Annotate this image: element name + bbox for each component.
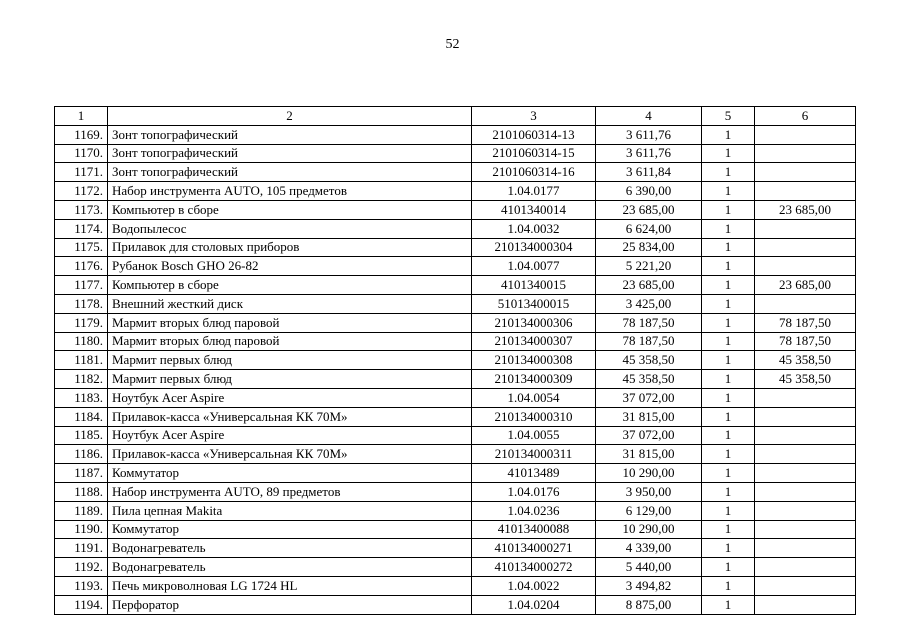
item-value-cell: 23 685,00 — [755, 276, 856, 295]
inventory-table — [54, 106, 856, 615]
inventory-number-cell: 1.04.0032 — [472, 219, 596, 238]
item-value-cell — [755, 595, 856, 614]
row-number-cell: 1172. — [55, 182, 108, 201]
item-quantity-cell: 1 — [702, 313, 755, 332]
item-name-cell: Набор инструмента AUTO, 89 предметов — [108, 482, 472, 501]
item-value-cell — [755, 445, 856, 464]
item-cost-cell: 4 339,00 — [596, 539, 702, 558]
table-row — [55, 332, 856, 351]
row-number-cell: 1185. — [55, 426, 108, 445]
row-number-cell: 1186. — [55, 445, 108, 464]
item-quantity-cell: 1 — [702, 426, 755, 445]
inventory-number-cell: 4101340014 — [472, 200, 596, 219]
item-quantity-cell: 1 — [702, 257, 755, 276]
inventory-number-cell: 41013400088 — [472, 520, 596, 539]
item-value-cell — [755, 576, 856, 595]
item-value-cell — [755, 388, 856, 407]
item-quantity-cell: 1 — [702, 482, 755, 501]
item-value-cell: 45 358,50 — [755, 351, 856, 370]
item-quantity-cell: 1 — [702, 163, 755, 182]
table-row — [55, 238, 856, 257]
column-header-4: 4 — [596, 107, 702, 126]
inventory-number-cell: 2101060314-16 — [472, 163, 596, 182]
item-cost-cell: 78 187,50 — [596, 332, 702, 351]
inventory-number-cell: 1.04.0176 — [472, 482, 596, 501]
item-cost-cell: 10 290,00 — [596, 520, 702, 539]
item-cost-cell: 3 425,00 — [596, 294, 702, 313]
row-number-cell: 1192. — [55, 558, 108, 577]
row-number-cell: 1191. — [55, 539, 108, 558]
item-quantity-cell: 1 — [702, 576, 755, 595]
item-name-cell: Зонт топографический — [108, 125, 472, 144]
item-value-cell — [755, 501, 856, 520]
row-number-cell: 1194. — [55, 595, 108, 614]
row-number-cell: 1188. — [55, 482, 108, 501]
inventory-number-cell: 210134000308 — [472, 351, 596, 370]
inventory-number-cell: 2101060314-13 — [472, 125, 596, 144]
item-cost-cell: 10 290,00 — [596, 464, 702, 483]
row-number-cell: 1178. — [55, 294, 108, 313]
item-cost-cell: 23 685,00 — [596, 200, 702, 219]
row-number-cell: 1180. — [55, 332, 108, 351]
item-quantity-cell: 1 — [702, 238, 755, 257]
item-value-cell: 78 187,50 — [755, 313, 856, 332]
header-row — [55, 107, 856, 126]
item-cost-cell: 31 815,00 — [596, 445, 702, 464]
item-name-cell: Коммутатор — [108, 464, 472, 483]
item-name-cell: Водонагреватель — [108, 558, 472, 577]
inventory-number-cell: 4101340015 — [472, 276, 596, 295]
item-quantity-cell: 1 — [702, 407, 755, 426]
item-name-cell: Внешний жесткий диск — [108, 294, 472, 313]
item-name-cell: Ноутбук Acer Aspire — [108, 388, 472, 407]
column-header-2: 2 — [108, 107, 472, 126]
row-number-cell: 1176. — [55, 257, 108, 276]
item-cost-cell: 6 390,00 — [596, 182, 702, 201]
item-cost-cell: 25 834,00 — [596, 238, 702, 257]
item-value-cell — [755, 257, 856, 276]
table-row — [55, 558, 856, 577]
table-row — [55, 576, 856, 595]
row-number-cell: 1183. — [55, 388, 108, 407]
item-name-cell: Прилавок-касса «Универсальная КК 70М» — [108, 445, 472, 464]
row-number-cell: 1170. — [55, 144, 108, 163]
item-name-cell: Рубанок Bosch GHO 26-82 — [108, 257, 472, 276]
item-value-cell — [755, 219, 856, 238]
table-row — [55, 313, 856, 332]
item-quantity-cell: 1 — [702, 539, 755, 558]
item-cost-cell: 37 072,00 — [596, 388, 702, 407]
table-row — [55, 464, 856, 483]
item-value-cell: 78 187,50 — [755, 332, 856, 351]
inventory-number-cell: 2101060314-15 — [472, 144, 596, 163]
table-row — [55, 426, 856, 445]
table-row — [55, 257, 856, 276]
item-quantity-cell: 1 — [702, 219, 755, 238]
item-quantity-cell: 1 — [702, 351, 755, 370]
item-quantity-cell: 1 — [702, 520, 755, 539]
page-number: 52 — [445, 37, 460, 52]
row-number-cell: 1184. — [55, 407, 108, 426]
row-number-cell: 1189. — [55, 501, 108, 520]
table-row — [55, 520, 856, 539]
row-number-cell: 1174. — [55, 219, 108, 238]
item-value-cell — [755, 426, 856, 445]
item-name-cell: Зонт топографический — [108, 144, 472, 163]
inventory-number-cell: 210134000309 — [472, 370, 596, 389]
inventory-number-cell: 1.04.0054 — [472, 388, 596, 407]
item-name-cell: Компьютер в сборе — [108, 276, 472, 295]
item-quantity-cell: 1 — [702, 595, 755, 614]
item-cost-cell: 78 187,50 — [596, 313, 702, 332]
item-value-cell: 45 358,50 — [755, 370, 856, 389]
item-name-cell: Пила цепная Makita — [108, 501, 472, 520]
inventory-number-cell: 410134000271 — [472, 539, 596, 558]
column-header-1: 1 — [55, 107, 108, 126]
item-cost-cell: 8 875,00 — [596, 595, 702, 614]
table-row — [55, 294, 856, 313]
item-name-cell: Мармит вторых блюд паровой — [108, 332, 472, 351]
item-name-cell: Мармит первых блюд — [108, 370, 472, 389]
inventory-number-cell: 210134000304 — [472, 238, 596, 257]
table-row — [55, 595, 856, 614]
table-row — [55, 370, 856, 389]
row-number-cell: 1187. — [55, 464, 108, 483]
row-number-cell: 1175. — [55, 238, 108, 257]
item-value-cell — [755, 163, 856, 182]
row-number-cell: 1171. — [55, 163, 108, 182]
table-row — [55, 125, 856, 144]
item-quantity-cell: 1 — [702, 276, 755, 295]
item-cost-cell: 3 494,82 — [596, 576, 702, 595]
table-row — [55, 219, 856, 238]
table-row — [55, 144, 856, 163]
table-body — [55, 125, 856, 614]
item-quantity-cell: 1 — [702, 501, 755, 520]
item-cost-cell: 3 611,84 — [596, 163, 702, 182]
item-name-cell: Перфоратор — [108, 595, 472, 614]
table-row — [55, 482, 856, 501]
item-quantity-cell: 1 — [702, 445, 755, 464]
item-value-cell — [755, 520, 856, 539]
inventory-number-cell: 1.04.0177 — [472, 182, 596, 201]
row-number-cell: 1182. — [55, 370, 108, 389]
inventory-number-cell: 1.04.0204 — [472, 595, 596, 614]
item-value-cell — [755, 144, 856, 163]
item-name-cell: Водопылесос — [108, 219, 472, 238]
inventory-number-cell: 210134000311 — [472, 445, 596, 464]
item-cost-cell: 3 950,00 — [596, 482, 702, 501]
item-cost-cell: 45 358,50 — [596, 351, 702, 370]
inventory-number-cell: 41013489 — [472, 464, 596, 483]
inventory-number-cell: 1.04.0077 — [472, 257, 596, 276]
item-value-cell — [755, 294, 856, 313]
item-quantity-cell: 1 — [702, 388, 755, 407]
item-quantity-cell: 1 — [702, 294, 755, 313]
column-header-6: 6 — [755, 107, 856, 126]
inventory-number-cell: 210134000306 — [472, 313, 596, 332]
row-number-cell: 1193. — [55, 576, 108, 595]
item-value-cell — [755, 539, 856, 558]
item-cost-cell: 3 611,76 — [596, 125, 702, 144]
item-name-cell: Мармит вторых блюд паровой — [108, 313, 472, 332]
table-row — [55, 200, 856, 219]
row-number-cell: 1181. — [55, 351, 108, 370]
column-header-5: 5 — [702, 107, 755, 126]
item-name-cell: Прилавок для столовых приборов — [108, 238, 472, 257]
item-value-cell — [755, 125, 856, 144]
item-value-cell — [755, 407, 856, 426]
item-name-cell: Ноутбук Acer Aspire — [108, 426, 472, 445]
inventory-number-cell: 1.04.0022 — [472, 576, 596, 595]
table-row — [55, 501, 856, 520]
inventory-number-cell: 410134000272 — [472, 558, 596, 577]
inventory-number-cell: 210134000307 — [472, 332, 596, 351]
item-cost-cell: 5 221,20 — [596, 257, 702, 276]
row-number-cell: 1190. — [55, 520, 108, 539]
table-row — [55, 407, 856, 426]
table-row — [55, 445, 856, 464]
item-value-cell — [755, 558, 856, 577]
item-name-cell: Мармит первых блюд — [108, 351, 472, 370]
item-name-cell: Прилавок-касса «Универсальная КК 70М» — [108, 407, 472, 426]
table-row — [55, 276, 856, 295]
row-number-cell: 1169. — [55, 125, 108, 144]
item-name-cell: Набор инструмента AUTO, 105 предметов — [108, 182, 472, 201]
table-row — [55, 182, 856, 201]
item-value-cell: 23 685,00 — [755, 200, 856, 219]
column-header-3: 3 — [472, 107, 596, 126]
item-cost-cell: 3 611,76 — [596, 144, 702, 163]
item-name-cell: Водонагреватель — [108, 539, 472, 558]
item-quantity-cell: 1 — [702, 464, 755, 483]
item-quantity-cell: 1 — [702, 200, 755, 219]
item-cost-cell: 6 624,00 — [596, 219, 702, 238]
inventory-number-cell: 1.04.0236 — [472, 501, 596, 520]
inventory-number-cell: 210134000310 — [472, 407, 596, 426]
table-row — [55, 388, 856, 407]
row-number-cell: 1179. — [55, 313, 108, 332]
table-header — [55, 107, 856, 126]
item-cost-cell: 23 685,00 — [596, 276, 702, 295]
item-name-cell: Компьютер в сборе — [108, 200, 472, 219]
item-quantity-cell: 1 — [702, 332, 755, 351]
table-row — [55, 163, 856, 182]
item-value-cell — [755, 182, 856, 201]
row-number-cell: 1177. — [55, 276, 108, 295]
item-name-cell: Коммутатор — [108, 520, 472, 539]
item-cost-cell: 31 815,00 — [596, 407, 702, 426]
table-row — [55, 351, 856, 370]
inventory-number-cell: 1.04.0055 — [472, 426, 596, 445]
inventory-number-cell: 51013400015 — [472, 294, 596, 313]
item-cost-cell: 45 358,50 — [596, 370, 702, 389]
item-quantity-cell: 1 — [702, 144, 755, 163]
item-value-cell — [755, 464, 856, 483]
item-cost-cell: 5 440,00 — [596, 558, 702, 577]
item-cost-cell: 37 072,00 — [596, 426, 702, 445]
item-value-cell — [755, 238, 856, 257]
item-quantity-cell: 1 — [702, 370, 755, 389]
item-quantity-cell: 1 — [702, 125, 755, 144]
item-quantity-cell: 1 — [702, 182, 755, 201]
item-cost-cell: 6 129,00 — [596, 501, 702, 520]
item-name-cell: Печь микроволновая LG 1724 HL — [108, 576, 472, 595]
row-number-cell: 1173. — [55, 200, 108, 219]
item-quantity-cell: 1 — [702, 558, 755, 577]
item-name-cell: Зонт топографический — [108, 163, 472, 182]
table-row — [55, 539, 856, 558]
item-value-cell — [755, 482, 856, 501]
